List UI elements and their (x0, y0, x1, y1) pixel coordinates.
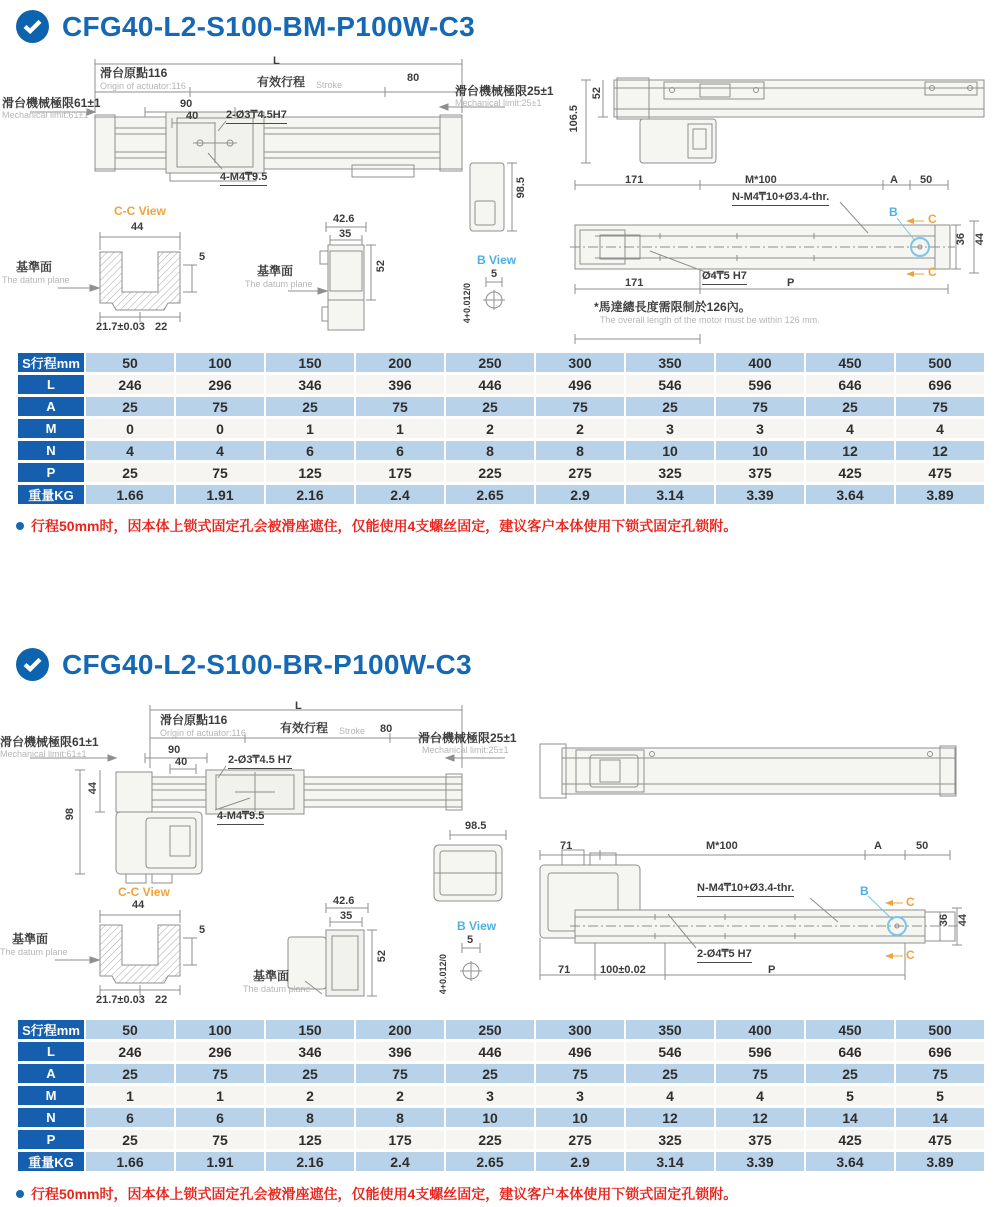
table-row (18, 1064, 984, 1083)
value-cell: 3.39 (716, 485, 804, 504)
dim-98-5-label: 98.5 (515, 177, 527, 199)
value-cell: 3.64 (806, 1152, 894, 1171)
value-cell: 1.91 (176, 485, 264, 504)
value-cell: 75 (896, 397, 984, 416)
value-cell: 25 (86, 397, 174, 416)
note-text: 行程50mm时，因本体上锁式固定孔会被滑座遮住，仅能使用4支螺丝固定，建议客户本体使用下锁式固定孔锁附。 (31, 518, 738, 534)
value-cell: 2.9 (536, 1152, 624, 1171)
value-cell: 596 (716, 375, 804, 394)
value-cell: 2.65 (446, 485, 534, 504)
value-cell: 1.66 (86, 485, 174, 504)
table-row (18, 353, 984, 372)
datum-cc-cn: 基準面 (12, 932, 49, 946)
value-cell: 200 (356, 1020, 444, 1039)
row-header-cell: S行程mm (18, 1020, 84, 1039)
note-br (16, 1184, 737, 1204)
value-cell: 2.65 (446, 1152, 534, 1171)
cc-view-label: C-C View (114, 204, 166, 218)
section-b-label: B (860, 884, 869, 898)
dim-a-label: A (874, 840, 882, 852)
value-cell: 75 (716, 1064, 804, 1083)
value-cell: 2 (266, 1086, 354, 1105)
value-cell: 450 (806, 353, 894, 372)
value-cell: 25 (446, 397, 534, 416)
row-header-cell: N (18, 1108, 84, 1127)
dim-71-bottom-label: 71 (558, 964, 571, 976)
value-cell: 14 (806, 1108, 894, 1127)
dim-22-label: 22 (155, 994, 168, 1006)
value-cell: 346 (266, 375, 354, 394)
holes-top-label: 2-Ø3₸4.5 H7 (228, 754, 292, 769)
row-header-cell: L (18, 375, 84, 394)
origin-label-cn: 滑台原點116 (100, 66, 168, 80)
value-cell: 596 (716, 1042, 804, 1061)
value-cell: 75 (176, 1130, 264, 1149)
section2-header (16, 648, 472, 681)
dim-44b-label: 44 (957, 914, 969, 927)
dim-36-label: 36 (955, 233, 967, 246)
value-cell: 6 (266, 441, 354, 460)
value-cell: 75 (536, 397, 624, 416)
row-header-cell: M (18, 1086, 84, 1105)
value-cell: 3.89 (896, 1152, 984, 1171)
value-cell: 4 (806, 419, 894, 438)
dim-l-label: L (273, 55, 280, 67)
mech-limit-25-cn: 滑台機械極限25±1 (418, 731, 517, 745)
value-cell: 25 (86, 1130, 174, 1149)
value-cell: 396 (356, 1042, 444, 1061)
value-cell: 275 (536, 1130, 624, 1149)
value-cell: 0 (176, 419, 264, 438)
value-cell: 3 (446, 1086, 534, 1105)
value-cell: 25 (86, 463, 174, 482)
value-cell: 696 (896, 1042, 984, 1061)
value-cell: 25 (626, 1064, 714, 1083)
value-cell: 75 (716, 397, 804, 416)
dim-44-label: 44 (132, 899, 145, 911)
value-cell: 346 (266, 1042, 354, 1061)
datum-cc-en: The datum plane (2, 275, 70, 285)
value-cell: 25 (626, 397, 714, 416)
value-cell: 12 (716, 1108, 804, 1127)
section-c-bottom-label: C (928, 265, 937, 279)
value-cell: 546 (626, 1042, 714, 1061)
value-cell: 12 (896, 441, 984, 460)
value-cell: 246 (86, 375, 174, 394)
table-row (18, 1152, 984, 1171)
value-cell: 125 (266, 1130, 354, 1149)
value-cell: 2 (446, 419, 534, 438)
dim-40-label: 40 (175, 756, 188, 768)
value-cell: 225 (446, 463, 534, 482)
value-cell: 25 (446, 1064, 534, 1083)
section-c-top-label: C (928, 212, 937, 226)
dim-90-label: 90 (180, 98, 193, 110)
dim-l-label: L (295, 700, 302, 712)
value-cell: 150 (266, 1020, 354, 1039)
value-cell: 475 (896, 463, 984, 482)
dim-m100-label: M*100 (706, 840, 738, 852)
dim-50-label: 50 (916, 840, 929, 852)
value-cell: 246 (86, 1042, 174, 1061)
value-cell: 10 (716, 441, 804, 460)
dim-a-label: A (890, 174, 898, 186)
value-cell: 25 (266, 397, 354, 416)
row-header-cell: 重量KG (18, 1152, 84, 1171)
value-cell: 350 (626, 1020, 714, 1039)
value-cell: 75 (896, 1064, 984, 1083)
value-cell: 3.14 (626, 1152, 714, 1171)
value-cell: 10 (446, 1108, 534, 1127)
value-cell: 296 (176, 375, 264, 394)
row-header-cell: N (18, 441, 84, 460)
value-cell: 1.66 (86, 1152, 174, 1171)
value-cell: 150 (266, 353, 354, 372)
holes-n-label: N-M4₸10+Ø3.4-thr. (732, 191, 829, 206)
value-cell: 12 (806, 441, 894, 460)
value-cell: 50 (86, 353, 174, 372)
value-cell: 500 (896, 353, 984, 372)
value-cell: 3.39 (716, 1152, 804, 1171)
table-row (18, 1130, 984, 1149)
value-cell: 2.4 (356, 1152, 444, 1171)
value-cell: 0 (86, 419, 174, 438)
value-cell: 8 (266, 1108, 354, 1127)
value-cell: 325 (626, 1130, 714, 1149)
origin-label-en: Origin of actuator:116 (160, 728, 246, 738)
stroke-label-en: Stroke (339, 726, 366, 736)
checkmark-glyph (23, 657, 42, 672)
stroke-label-cn: 有效行程 (257, 75, 306, 89)
table-row (18, 1108, 984, 1127)
dim-171-bottom-label: 171 (625, 277, 644, 289)
value-cell: 3.89 (896, 485, 984, 504)
origin-label-cn: 滑台原點116 (160, 713, 228, 727)
bullet-icon (16, 522, 24, 530)
value-cell: 4 (176, 441, 264, 460)
dim-21-7-label: 21.7±0.03 (96, 994, 145, 1006)
value-cell: 1 (176, 1086, 264, 1105)
holes-bottom-label: 4-M4₸9.5 (217, 810, 264, 825)
motor-note-en: The overall length of the motor must be within 126 mm. (600, 315, 820, 325)
dim-90-label: 90 (168, 744, 181, 756)
dim-m100-label: M*100 (745, 174, 777, 186)
value-cell: 6 (356, 441, 444, 460)
value-cell: 8 (446, 441, 534, 460)
mech-limit-61-cn: 滑台機械極限61±1 (2, 96, 101, 110)
b-view-5-label: 5 (491, 268, 498, 280)
value-cell: 300 (536, 1020, 624, 1039)
note-bm (16, 516, 737, 536)
value-cell: 2.9 (536, 485, 624, 504)
spec-table-br (18, 1020, 984, 1171)
table-row (18, 441, 984, 460)
table-row (18, 1086, 984, 1105)
b-view-tolerance-label: 4+0.012/0 (462, 283, 472, 324)
checkmark-glyph (23, 19, 42, 34)
value-cell: 10 (536, 1108, 624, 1127)
dim-106-5-label: 106.5 (568, 105, 580, 133)
value-cell: 100 (176, 353, 264, 372)
value-cell: 646 (806, 375, 894, 394)
table-row (18, 1042, 984, 1061)
value-cell: 496 (536, 375, 624, 394)
dim-44-label: 44 (131, 221, 144, 233)
value-cell: 25 (266, 1064, 354, 1083)
hole-h7-label: 2-Ø4₸5 H7 (697, 948, 752, 963)
spec-table-bm (18, 353, 984, 504)
holes-n-label: N-M4₸10+Ø3.4-thr. (697, 882, 794, 897)
value-cell: 50 (86, 1020, 174, 1039)
holes-top-label: 2-Ø3₸4.5H7 (226, 109, 287, 124)
dim-5-label: 5 (199, 924, 206, 936)
section-b-label: B (889, 205, 898, 219)
b-view-label: B View (477, 253, 517, 267)
value-cell: 5 (896, 1086, 984, 1105)
value-cell: 375 (716, 1130, 804, 1149)
value-cell: 296 (176, 1042, 264, 1061)
value-cell: 3 (536, 1086, 624, 1105)
dim-36-label: 36 (938, 914, 950, 927)
row-header-cell: S行程mm (18, 353, 84, 372)
cc-view-label: C-C View (118, 885, 170, 899)
value-cell: 325 (626, 463, 714, 482)
value-cell: 5 (806, 1086, 894, 1105)
value-cell: 496 (536, 1042, 624, 1061)
datum-mid-cn: 基準面 (257, 264, 294, 278)
value-cell: 4 (896, 419, 984, 438)
value-cell: 8 (536, 441, 624, 460)
mech-limit-25-en: Mechanical limit:25±1 (455, 98, 542, 108)
dim-52-label: 52 (376, 950, 388, 963)
mech-limit-25-en: Mechanical limit:25±1 (422, 745, 509, 755)
row-header-cell: A (18, 397, 84, 416)
value-cell: 14 (896, 1108, 984, 1127)
row-header-cell: L (18, 1042, 84, 1061)
table-row (18, 1020, 984, 1039)
value-cell: 3 (716, 419, 804, 438)
b-view-label: B View (457, 919, 497, 933)
check-icon (16, 10, 49, 43)
value-cell: 6 (176, 1108, 264, 1127)
dim-22-label: 22 (155, 321, 168, 333)
row-header-cell: M (18, 419, 84, 438)
value-cell: 300 (536, 353, 624, 372)
value-cell: 250 (446, 353, 534, 372)
value-cell: 250 (446, 1020, 534, 1039)
value-cell: 100 (176, 1020, 264, 1039)
mech-limit-61-cn: 滑台機械極限61±1 (0, 735, 99, 749)
value-cell: 350 (626, 353, 714, 372)
value-cell: 4 (86, 441, 174, 460)
value-cell: 3.14 (626, 485, 714, 504)
datum-cc-en: The datum plane (0, 947, 68, 957)
value-cell: 3 (626, 419, 714, 438)
dim-40-label: 40 (186, 110, 199, 122)
dim-21-7-label: 21.7±0.03 (96, 321, 145, 333)
row-header-cell: P (18, 1130, 84, 1149)
value-cell: 6 (86, 1108, 174, 1127)
table-row (18, 397, 984, 416)
value-cell: 446 (446, 375, 534, 394)
value-cell: 1 (86, 1086, 174, 1105)
value-cell: 1 (356, 419, 444, 438)
table-row (18, 419, 984, 438)
value-cell: 12 (626, 1108, 714, 1127)
dim-p-label: P (787, 277, 795, 289)
value-cell: 200 (356, 353, 444, 372)
section1-header (16, 10, 475, 43)
motor-note-cn: *馬達總長度需限制於126內。 (594, 300, 751, 314)
value-cell: 475 (896, 1130, 984, 1149)
value-cell: 75 (176, 1064, 264, 1083)
row-header-cell: P (18, 463, 84, 482)
mech-limit-25-cn: 滑台機械極限25±1 (455, 84, 554, 98)
dim-100-label: 100±0.02 (600, 964, 646, 976)
value-cell: 425 (806, 1130, 894, 1149)
mech-limit-61-en: Mechanical limit:61±1 (0, 749, 87, 759)
value-cell: 375 (716, 463, 804, 482)
value-cell: 75 (356, 397, 444, 416)
table-row (18, 463, 984, 482)
dim-98-5-label: 98.5 (465, 820, 487, 832)
value-cell: 225 (446, 1130, 534, 1149)
value-cell: 396 (356, 375, 444, 394)
value-cell: 25 (806, 1064, 894, 1083)
value-cell: 75 (176, 397, 264, 416)
value-cell: 25 (806, 397, 894, 416)
value-cell: 1.91 (176, 1152, 264, 1171)
dim-80-label: 80 (380, 723, 393, 735)
value-cell: 696 (896, 375, 984, 394)
dim-52-label: 52 (375, 260, 387, 273)
drawings-bm (0, 55, 1000, 353)
section-c-bottom-label: C (906, 948, 915, 962)
model-title-br: CFG40-L2-S100-BR-P100W-C3 (62, 648, 472, 680)
value-cell: 2.4 (356, 485, 444, 504)
value-cell: 25 (86, 1064, 174, 1083)
row-header-cell: A (18, 1064, 84, 1083)
stroke-label-en: Stroke (316, 80, 343, 90)
bullet-icon (16, 1190, 24, 1198)
model-title-bm: CFG40-L2-S100-BM-P100W-C3 (62, 10, 476, 42)
value-cell: 2 (536, 419, 624, 438)
dim-5-label: 5 (199, 251, 206, 263)
row-header-cell: 重量KG (18, 485, 84, 504)
dim-50-label: 50 (920, 174, 933, 186)
value-cell: 646 (806, 1042, 894, 1061)
dim-44v-label: 44 (87, 782, 99, 795)
dim-80-label: 80 (407, 72, 420, 84)
dim-44b-label: 44 (974, 233, 986, 246)
value-cell: 1 (266, 419, 354, 438)
value-cell: 75 (536, 1064, 624, 1083)
dim-p-label: P (768, 964, 776, 976)
value-cell: 275 (536, 463, 624, 482)
dim-35-label: 35 (340, 910, 353, 922)
dim-52b-label: 52 (591, 87, 603, 100)
value-cell: 425 (806, 463, 894, 482)
value-cell: 2 (356, 1086, 444, 1105)
b-view-5-label: 5 (467, 934, 474, 946)
holes-bottom-label: 4-M4₸9.5 (220, 171, 267, 186)
datum-cc-cn: 基準面 (16, 260, 53, 274)
dim-98-label: 98 (64, 808, 76, 821)
dim-42-6-label: 42.6 (333, 895, 355, 907)
check-icon (16, 648, 49, 681)
value-cell: 75 (356, 1064, 444, 1083)
value-cell: 4 (716, 1086, 804, 1105)
value-cell: 8 (356, 1108, 444, 1127)
value-cell: 175 (356, 1130, 444, 1149)
note-text: 行程50mm时，因本体上锁式固定孔会被滑座遮住，仅能使用4支螺丝固定，建议客户本体使用下锁式固定孔锁附。 (31, 1186, 738, 1202)
section-c-top-label: C (906, 895, 915, 909)
table-row (18, 375, 984, 394)
dim-35-label: 35 (339, 228, 352, 240)
b-view-tolerance-label: 4+0.012/0 (438, 954, 448, 995)
value-cell: 75 (176, 463, 264, 482)
value-cell: 175 (356, 463, 444, 482)
table-row (18, 485, 984, 504)
dim-171-top-label: 171 (625, 174, 644, 186)
value-cell: 2.16 (266, 485, 354, 504)
value-cell: 400 (716, 1020, 804, 1039)
mech-limit-61-en: Mechanical limit:61±1 (2, 110, 89, 120)
drawings-br (0, 698, 1000, 1016)
value-cell: 3.64 (806, 485, 894, 504)
value-cell: 500 (896, 1020, 984, 1039)
value-cell: 4 (626, 1086, 714, 1105)
hole-h7-label: Ø4₸5 H7 (702, 270, 747, 285)
value-cell: 125 (266, 463, 354, 482)
stroke-label-cn: 有效行程 (280, 721, 329, 735)
datum-mid-en: The datum plane (243, 984, 311, 994)
value-cell: 400 (716, 353, 804, 372)
value-cell: 450 (806, 1020, 894, 1039)
value-cell: 2.16 (266, 1152, 354, 1171)
value-cell: 446 (446, 1042, 534, 1061)
value-cell: 546 (626, 375, 714, 394)
datum-mid-cn: 基準面 (253, 969, 290, 983)
dim-42-6-label: 42.6 (333, 213, 355, 225)
value-cell: 10 (626, 441, 714, 460)
datum-mid-en: The datum plane (245, 279, 313, 289)
dim-71-top-label: 71 (560, 840, 573, 852)
origin-label-en: Origin of actuator:116 (100, 81, 186, 91)
